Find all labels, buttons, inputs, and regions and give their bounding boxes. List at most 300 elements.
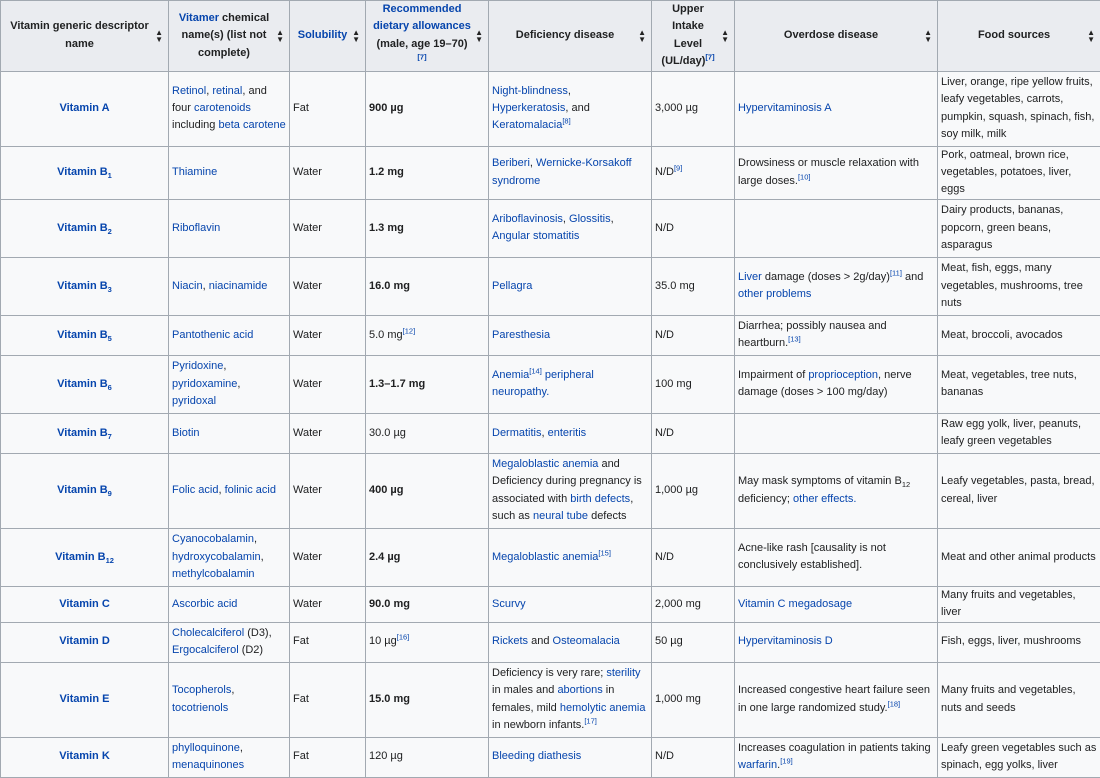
- overdose-cell: [735, 71, 938, 146]
- col-header-rda[interactable]: [366, 1, 489, 72]
- ul-value: 50 µg: [655, 635, 683, 647]
- vitamin-subscript: 2: [108, 227, 112, 236]
- link[interactable]: Bleeding diathesis: [492, 750, 581, 762]
- rda-cell: [366, 146, 489, 199]
- link[interactable]: Hyperkeratosis: [492, 102, 565, 114]
- food-sources-cell: Leafy green vegetables such as spinach, egg yolks, liver: [938, 737, 1100, 777]
- ul-value: 1,000 µg: [655, 484, 698, 496]
- link[interactable]: Pyridoxine: [172, 360, 223, 372]
- text: ,: [563, 213, 569, 225]
- rda-value: 1.3–1.7 mg: [369, 378, 425, 390]
- link[interactable]: abortions: [557, 684, 602, 696]
- link[interactable]: beta carotene: [218, 119, 285, 131]
- vitamer-cell: [169, 586, 290, 622]
- vitamin-name-cell[interactable]: [1, 146, 169, 199]
- ul-value: 35.0 mg: [655, 280, 695, 292]
- col-header-deficiency-label: Deficiency disease: [516, 29, 614, 41]
- rda-value: 1.3 mg: [369, 222, 404, 234]
- text: ,: [203, 280, 209, 292]
- table-row: [1, 737, 1100, 777]
- food-sources-cell: Leafy vegetables, pasta, bread, cereal, liver: [938, 453, 1100, 528]
- ul-cell: [652, 586, 735, 622]
- text: Increases coagulation in patients taking: [738, 742, 931, 754]
- ul-cell: [652, 737, 735, 777]
- table-row: [1, 413, 1100, 453]
- text: ,: [218, 484, 224, 496]
- vitamer-cell: [169, 71, 290, 146]
- link[interactable]: Pantothenic acid: [172, 329, 253, 341]
- link[interactable]: retinal: [212, 85, 242, 97]
- text: , and four: [172, 85, 267, 114]
- col-header-name-label: Vitamin generic descriptor name: [10, 20, 149, 49]
- table-row: [1, 528, 1100, 586]
- link[interactable]: birth defects: [570, 493, 630, 505]
- solubility-cell: Fat: [290, 737, 366, 777]
- ul-value: 100 mg: [655, 378, 692, 390]
- vitamin-subscript: 7: [108, 432, 112, 441]
- link[interactable]: Ariboflavinosis: [492, 213, 563, 225]
- rda-cell: [366, 315, 489, 355]
- header-row: [1, 1, 1100, 72]
- solubility-cell: Water: [290, 586, 366, 622]
- food-sources-cell: Liver, orange, ripe yellow fruits, leafy vegetables, carrots, pumpkin, squash, spinach, fish, soy milk, milk: [938, 71, 1100, 146]
- text: in males and: [492, 684, 557, 696]
- link[interactable]: niacinamide: [209, 280, 268, 292]
- vitamin-name-cell[interactable]: [1, 528, 169, 586]
- ul-cell: [652, 315, 735, 355]
- col-header-ul[interactable]: [652, 1, 735, 72]
- link[interactable]: Megaloblastic anemia: [492, 458, 598, 470]
- reference-link[interactable]: [17]: [584, 716, 597, 725]
- text: ,: [223, 360, 226, 372]
- link[interactable]: Megaloblastic anemia: [492, 551, 598, 563]
- link[interactable]: Glossitis: [569, 213, 611, 225]
- link[interactable]: Niacin: [172, 280, 203, 292]
- rda-cell: [366, 662, 489, 737]
- ul-cell: [652, 662, 735, 737]
- text: in females, mild: [492, 684, 614, 713]
- vitamin-name[interactable]: Vitamin B: [57, 484, 108, 496]
- rda-cell: [366, 528, 489, 586]
- rda-cell: [366, 257, 489, 315]
- ul-value: N/D: [655, 427, 674, 439]
- reference-link[interactable]: [18]: [888, 699, 901, 708]
- ul-value: N/D: [655, 329, 674, 341]
- deficiency-cell: [489, 737, 652, 777]
- table-row: [1, 199, 1100, 257]
- reference-link[interactable]: [13]: [788, 335, 801, 344]
- link[interactable]: Hypervitaminosis A: [738, 102, 832, 114]
- ul-cell: [652, 257, 735, 315]
- food-sources-cell: Meat, broccoli, avocados: [938, 315, 1100, 355]
- vitamin-name-cell[interactable]: [1, 737, 169, 777]
- col-header-rda-label: (male, age 19–70): [376, 38, 467, 50]
- text: , nerve damage (doses > 100 mg/day): [738, 369, 912, 398]
- link[interactable]: Wernicke-Korsakoff syndrome: [492, 157, 632, 186]
- link[interactable]: warfarin: [738, 759, 777, 771]
- table-body: [1, 71, 1100, 777]
- link[interactable]: other problems: [738, 288, 811, 300]
- vitamin-name[interactable]: Vitamin B: [55, 551, 106, 563]
- link[interactable]: Liver: [738, 271, 762, 283]
- vitamin-name-cell[interactable]: [1, 71, 169, 146]
- col-header-name[interactable]: [1, 1, 169, 72]
- deficiency-cell: [489, 413, 652, 453]
- overdose-cell: [735, 315, 938, 355]
- deficiency-cell: [489, 586, 652, 622]
- link[interactable]: folinic acid: [225, 484, 276, 496]
- link[interactable]: peripheral neuropathy.: [492, 369, 594, 398]
- link[interactable]: Paresthesia: [492, 329, 550, 341]
- col-header-deficiency[interactable]: [489, 1, 652, 72]
- vitamin-name[interactable]: Vitamin B: [57, 329, 108, 341]
- link[interactable]: Riboflavin: [172, 222, 220, 234]
- link[interactable]: Night-blindness: [492, 85, 568, 97]
- deficiency-cell: [489, 662, 652, 737]
- solubility-cell: Water: [290, 257, 366, 315]
- rda-value: 16.0 mg: [369, 280, 410, 292]
- food-sources-cell: Many fruits and vegetables, liver: [938, 586, 1100, 622]
- reference-link[interactable]: [16]: [397, 633, 410, 642]
- vitamer-cell: [169, 355, 290, 413]
- text: defects: [588, 510, 627, 522]
- ul-cell: [652, 71, 735, 146]
- food-sources-cell: Meat, vegetables, tree nuts, bananas: [938, 355, 1100, 413]
- text: Drowsiness or muscle relaxation with large doses.: [738, 157, 919, 186]
- solubility-cell: Fat: [290, 71, 366, 146]
- table-row: [1, 355, 1100, 413]
- link[interactable]: Rickets: [492, 635, 528, 647]
- vitamin-name[interactable]: Vitamin B: [57, 280, 108, 292]
- link[interactable]: Angular stomatitis: [492, 230, 579, 242]
- vitamin-subscript: 3: [108, 285, 112, 294]
- text: (D2): [239, 644, 263, 656]
- food-sources-cell: Pork, oatmeal, brown rice, vegetables, potatoes, liver, eggs: [938, 146, 1100, 199]
- link[interactable]: Ergocalciferol: [172, 644, 239, 656]
- link[interactable]: tocotrienols: [172, 702, 228, 714]
- reference-link[interactable]: [11]: [890, 268, 902, 277]
- overdose-cell: [735, 453, 938, 528]
- table-row: [1, 146, 1100, 199]
- vitamer-cell: [169, 413, 290, 453]
- overdose-cell: [735, 199, 938, 257]
- vitamer-cell: [169, 737, 290, 777]
- link[interactable]: Keratomalacia: [492, 119, 562, 131]
- link[interactable]: other effects.: [793, 493, 856, 505]
- link[interactable]: proprioception: [808, 369, 878, 381]
- ul-cell: [652, 528, 735, 586]
- text: ,: [254, 533, 257, 545]
- food-sources-cell: Raw egg yolk, liver, peanuts, leafy green vegetables: [938, 413, 1100, 453]
- text: , such as: [492, 493, 633, 522]
- deficiency-cell: [489, 622, 652, 662]
- vitamin-subscript: 5: [108, 334, 112, 343]
- overdose-cell: [735, 586, 938, 622]
- rda-value: 120 µg: [369, 750, 403, 762]
- text: deficiency;: [738, 493, 793, 505]
- vitamer-link[interactable]: Vitamer: [179, 12, 219, 24]
- link[interactable]: sterility: [606, 667, 640, 679]
- ul-value: 1,000 mg: [655, 693, 701, 705]
- ul-value: 2,000 mg: [655, 598, 701, 610]
- rda-cell: [366, 355, 489, 413]
- reference-link[interactable]: [14]: [529, 366, 542, 375]
- solubility-cell: Water: [290, 355, 366, 413]
- text: ,: [231, 684, 234, 696]
- rda-cell: [366, 622, 489, 662]
- link[interactable]: Thiamine: [172, 166, 217, 178]
- vitamer-cell: [169, 622, 290, 662]
- sort-icon[interactable]: ▲ ▼: [924, 29, 932, 43]
- link[interactable]: Osteomalacia: [553, 635, 620, 647]
- link[interactable]: Cyanocobalamin: [172, 533, 254, 545]
- deficiency-cell: [489, 257, 652, 315]
- rda-value: 90.0 mg: [369, 598, 410, 610]
- ul-cell: [652, 146, 735, 199]
- link[interactable]: pyridoxamine: [172, 378, 237, 390]
- link[interactable]: Retinol: [172, 85, 206, 97]
- food-sources-cell: Meat, fish, eggs, many vegetables, mushrooms, tree nuts: [938, 257, 1100, 315]
- overdose-cell: [735, 528, 938, 586]
- col-header-vitamer-label: chemical name(s) (list not complete): [182, 12, 270, 59]
- vitamer-cell: [169, 662, 290, 737]
- text: Impairment of: [738, 369, 808, 381]
- deficiency-cell: [489, 453, 652, 528]
- ul-value: N/D: [655, 551, 674, 563]
- vitamer-cell: [169, 199, 290, 257]
- text: damage (doses > 2g/day): [762, 271, 890, 283]
- solubility-cell: Fat: [290, 662, 366, 737]
- text: Diarrhea; possibly nausea and heartburn.: [738, 320, 887, 349]
- link[interactable]: phylloquinone: [172, 742, 240, 754]
- link[interactable]: Anemia: [492, 369, 529, 381]
- ul-cell: [652, 355, 735, 413]
- rda-value: 900 µg: [369, 102, 403, 114]
- subscript: 12: [902, 481, 910, 490]
- rda-value: 30.0 µg: [369, 427, 406, 439]
- text: and: [528, 635, 552, 647]
- reference-link[interactable]: [7]: [705, 53, 714, 62]
- ul-value: N/D: [655, 222, 674, 234]
- rda-value: 15.0 mg: [369, 693, 410, 705]
- link[interactable]: Folic acid: [172, 484, 218, 496]
- link[interactable]: enteritis: [548, 427, 587, 439]
- link[interactable]: Biotin: [172, 427, 200, 439]
- rda-value: 400 µg: [369, 484, 403, 496]
- col-header-overdose[interactable]: [735, 1, 938, 72]
- food-sources-cell: Meat and other animal products: [938, 528, 1100, 586]
- ul-value: N/D: [655, 166, 674, 178]
- text: Increased congestive heart failure seen in one large randomized study.: [738, 684, 930, 713]
- text: ,: [542, 427, 548, 439]
- vitamin-name[interactable]: Vitamin B: [57, 222, 108, 234]
- solubility-cell: Water: [290, 146, 366, 199]
- vitamin-name[interactable]: Vitamin B: [57, 378, 108, 390]
- overdose-cell: [735, 622, 938, 662]
- text: ,: [206, 85, 212, 97]
- vitamin-name[interactable]: Vitamin B: [57, 427, 108, 439]
- text: ,: [568, 85, 571, 97]
- table-row: [1, 257, 1100, 315]
- text: (D3),: [244, 627, 272, 639]
- col-header-vitamer[interactable]: [169, 1, 290, 72]
- vitamin-name[interactable]: Vitamin C: [59, 598, 110, 610]
- food-sources-cell: Dairy products, bananas, popcorn, green beans, asparagus: [938, 199, 1100, 257]
- solubility-link[interactable]: Solubility: [298, 29, 348, 41]
- sort-icon[interactable]: ▲ ▼: [638, 29, 646, 43]
- vitamin-subscript: 12: [106, 556, 114, 565]
- vitamin-name-cell[interactable]: [1, 662, 169, 737]
- col-header-overdose-label: Overdose disease: [784, 29, 878, 41]
- link[interactable]: menaquinones: [172, 759, 244, 771]
- link[interactable]: Scurvy: [492, 598, 526, 610]
- sort-icon[interactable]: ▲ ▼: [352, 29, 360, 43]
- vitamer-cell: [169, 315, 290, 355]
- rda-cell: [366, 199, 489, 257]
- text: Acne-like rash [causality is not conclusively established].: [738, 542, 886, 571]
- sort-icon[interactable]: ▲ ▼: [1087, 29, 1095, 43]
- vitamin-name-cell[interactable]: [1, 622, 169, 662]
- overdose-cell: [735, 662, 938, 737]
- vitamin-name[interactable]: Vitamin K: [59, 750, 110, 762]
- sort-icon[interactable]: ▲ ▼: [475, 29, 483, 43]
- link[interactable]: pyridoxal: [172, 395, 216, 407]
- vitamin-name[interactable]: Vitamin E: [60, 693, 110, 705]
- text: ,: [240, 742, 243, 754]
- deficiency-cell: [489, 71, 652, 146]
- overdose-cell: [735, 146, 938, 199]
- rda-value: 2.4 µg: [369, 551, 400, 563]
- deficiency-cell: [489, 315, 652, 355]
- table-row: [1, 71, 1100, 146]
- solubility-cell: Water: [290, 528, 366, 586]
- vitamin-name-cell[interactable]: [1, 413, 169, 453]
- overdose-cell: [735, 355, 938, 413]
- link[interactable]: Ascorbic acid: [172, 598, 237, 610]
- vitamin-subscript: 1: [108, 171, 112, 180]
- text: ,: [237, 378, 240, 390]
- solubility-cell: Fat: [290, 622, 366, 662]
- table-row: [1, 586, 1100, 622]
- col-header-food-label: Food sources: [978, 29, 1050, 41]
- table-row: [1, 315, 1100, 355]
- deficiency-cell: [489, 355, 652, 413]
- ul-cell: [652, 413, 735, 453]
- vitamin-name[interactable]: Vitamin D: [59, 635, 110, 647]
- vitamer-cell: [169, 528, 290, 586]
- reference-link[interactable]: [12]: [403, 326, 416, 335]
- col-header-food[interactable]: [938, 1, 1100, 72]
- rda-link[interactable]: Recommended dietary allowances: [373, 3, 471, 32]
- link[interactable]: methylcobalamin: [172, 568, 255, 580]
- deficiency-cell: [489, 528, 652, 586]
- text: May mask symptoms of vitamin B: [738, 475, 902, 487]
- link[interactable]: hydroxycobalamin: [172, 551, 261, 563]
- text: ,: [611, 213, 614, 225]
- reference-link[interactable]: [10]: [798, 172, 811, 181]
- rda-cell: [366, 71, 489, 146]
- link[interactable]: hemolytic anemia: [560, 702, 646, 714]
- solubility-cell: Water: [290, 413, 366, 453]
- vitamin-name[interactable]: Vitamin B: [57, 166, 108, 178]
- sort-icon[interactable]: ▲ ▼: [276, 29, 284, 43]
- vitamin-subscript: 6: [108, 383, 112, 392]
- link[interactable]: Dermatitis: [492, 427, 542, 439]
- reference-link[interactable]: [7]: [417, 53, 426, 62]
- reference-link[interactable]: [19]: [780, 757, 793, 766]
- link[interactable]: neural tube: [533, 510, 588, 522]
- rda-cell: [366, 737, 489, 777]
- solubility-cell: Water: [290, 315, 366, 355]
- text: .: [777, 759, 780, 771]
- deficiency-cell: [489, 199, 652, 257]
- rda-cell: [366, 413, 489, 453]
- vitamer-cell: [169, 257, 290, 315]
- vitamer-cell: [169, 146, 290, 199]
- rda-value: 5.0 mg: [369, 329, 403, 341]
- col-header-solubility[interactable]: [290, 1, 366, 72]
- vitamin-name-cell[interactable]: [1, 355, 169, 413]
- deficiency-cell: [489, 146, 652, 199]
- text: ,: [261, 551, 264, 563]
- link[interactable]: Cholecalciferol: [172, 627, 244, 639]
- link[interactable]: Tocopherols: [172, 684, 231, 696]
- reference-link[interactable]: [9]: [674, 163, 682, 172]
- text: , and: [565, 102, 589, 114]
- sort-icon[interactable]: ▲ ▼: [155, 29, 163, 43]
- food-sources-cell: Fish, eggs, liver, mushrooms: [938, 622, 1100, 662]
- vitamin-subscript: 9: [108, 489, 112, 498]
- overdose-cell: [735, 257, 938, 315]
- link[interactable]: carotenoids: [194, 102, 251, 114]
- text: including: [172, 119, 218, 131]
- ul-value: N/D: [655, 750, 674, 762]
- solubility-cell: Water: [290, 199, 366, 257]
- reference-link[interactable]: [8]: [562, 117, 570, 126]
- vitamer-cell: [169, 453, 290, 528]
- overdose-cell: [735, 413, 938, 453]
- rda-value: 1.2 mg: [369, 166, 404, 178]
- reference-link[interactable]: [15]: [598, 548, 611, 557]
- vitamin-name-cell[interactable]: [1, 257, 169, 315]
- link[interactable]: Pellagra: [492, 280, 532, 292]
- ul-cell: [652, 199, 735, 257]
- table-row: [1, 662, 1100, 737]
- vitamin-name-cell[interactable]: [1, 199, 169, 257]
- col-header-ul-label: Upper Intake Level (UL/day): [661, 3, 705, 67]
- sort-icon[interactable]: ▲ ▼: [721, 29, 729, 43]
- ul-cell: [652, 622, 735, 662]
- rda-cell: [366, 453, 489, 528]
- vitamin-name-cell[interactable]: [1, 315, 169, 355]
- ul-value: 3,000 µg: [655, 102, 698, 114]
- text: Deficiency is very rare;: [492, 667, 606, 679]
- table-row: [1, 622, 1100, 662]
- food-sources-cell: Many fruits and vegetables, nuts and seeds: [938, 662, 1100, 737]
- link[interactable]: Beriberi: [492, 157, 530, 169]
- rda-cell: [366, 586, 489, 622]
- table-row: [1, 453, 1100, 528]
- solubility-cell: Water: [290, 453, 366, 528]
- vitamin-name-cell[interactable]: [1, 586, 169, 622]
- rda-value: 10 µg: [369, 635, 397, 647]
- link[interactable]: Vitamin C megadosage: [738, 598, 852, 610]
- vitamin-name-cell[interactable]: [1, 453, 169, 528]
- vitamin-name[interactable]: Vitamin A: [59, 102, 109, 114]
- overdose-cell: [735, 737, 938, 777]
- text: and Deficiency during pregnancy is associated with: [492, 458, 642, 505]
- link[interactable]: Hypervitaminosis D: [738, 635, 833, 647]
